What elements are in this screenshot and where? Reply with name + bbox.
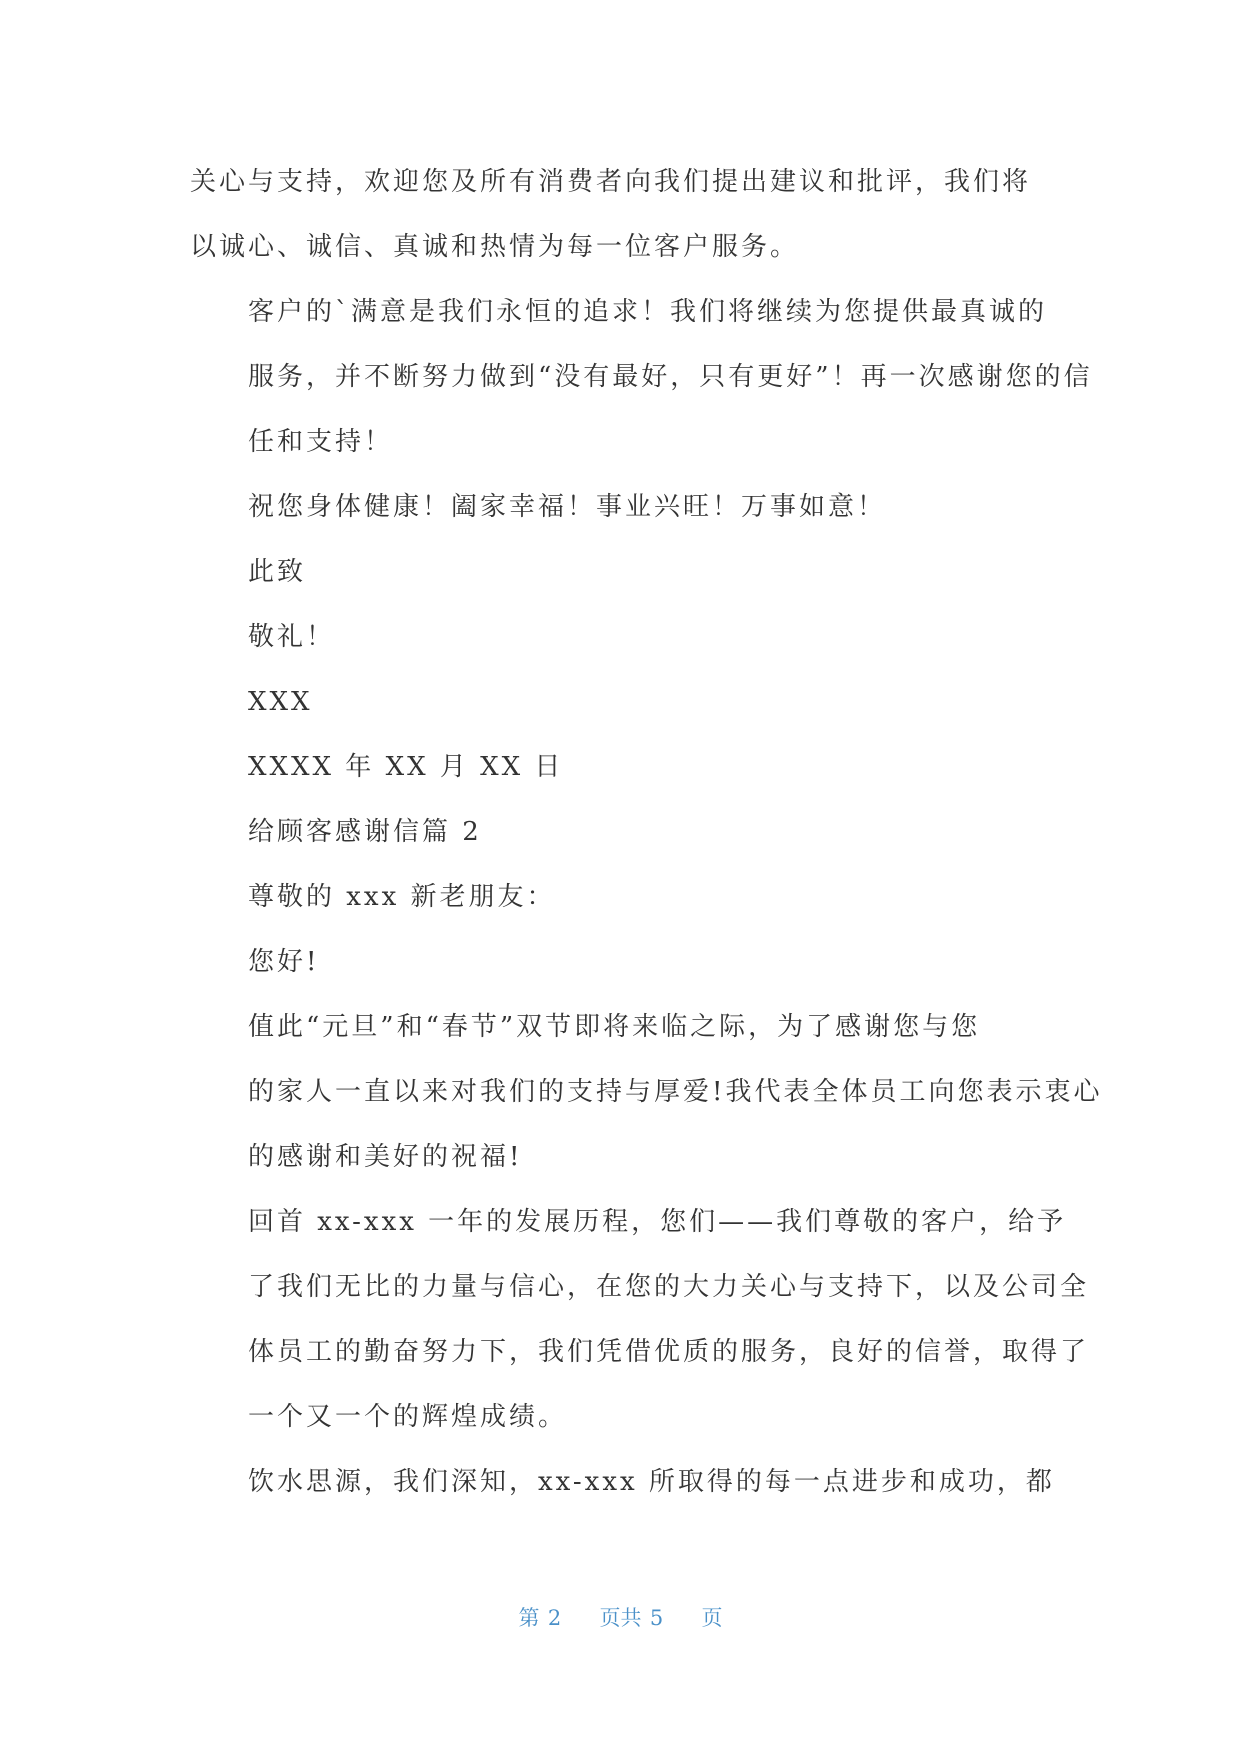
text-line: 您好!	[248, 947, 320, 977]
text-line: 任和支持！	[248, 427, 394, 457]
text-line: 敬礼！	[248, 622, 336, 652]
paragraph	[190, 670, 1055, 735]
footer-suffix: 页	[701, 1606, 723, 1630]
text-line: 祝您身体健康！阖家幸福！事业兴旺！万事如意！	[248, 492, 887, 522]
text-line: 了我们无比的力量与信心，在您的大力关心与支持下，以及公司全	[248, 1272, 1090, 1302]
text-line: 值此“元旦”和“春节”双节即将来临之际，为了感谢您与您	[248, 1012, 981, 1042]
footer-total-pages: 5	[649, 1606, 664, 1630]
text-line: 一个又一个的辉煌成绩。	[248, 1402, 568, 1432]
letter-body	[190, 150, 1103, 1515]
text-line: 给顾客感谢信篇 2	[248, 817, 482, 847]
text-line: 的感谢和美好的祝福!	[248, 1142, 523, 1172]
text-line: 客户的`满意是我们永恒的追求！我们将继续为您提供最真诚的	[248, 297, 1048, 327]
text-line: 以诚心、诚信、真诚和热情为每一位客户服务。	[190, 232, 800, 262]
paragraph	[190, 605, 1055, 670]
text-line: 的家人一直以来对我们的支持与厚爱!我代表全体员工向您表示衷心	[248, 1077, 1103, 1107]
text-line: 饮水思源，我们深知，xx-xxx 所取得的每一点进步和成功，都	[248, 1467, 1055, 1497]
paragraph	[190, 540, 1055, 605]
text-line: 体员工的勤奋努力下，我们凭借优质的服务，良好的信誉，取得了	[248, 1337, 1090, 1367]
text-line: 尊敬的 xxx 新老朋友：	[248, 882, 556, 912]
paragraph	[190, 995, 1103, 1190]
paragraph	[190, 475, 1055, 540]
text-line: XXX	[248, 687, 313, 717]
text-line: 此致	[248, 557, 307, 587]
paragraph	[190, 150, 1055, 280]
text-line: 回首 xx-xxx 一年的发展历程，您们——我们尊敬的客户，给予	[248, 1207, 1067, 1237]
footer-prefix: 第	[518, 1606, 540, 1630]
page-footer	[0, 1602, 1241, 1632]
text-line: 关心与支持，欢迎您及所有消费者向我们提出建议和批评，我们将	[190, 167, 1032, 197]
paragraph	[190, 735, 1055, 800]
paragraph	[190, 280, 1093, 475]
paragraph	[190, 1190, 1090, 1450]
paragraph	[190, 1450, 1055, 1515]
paragraph	[190, 800, 1055, 865]
paragraph	[190, 865, 1055, 930]
paragraph	[190, 930, 1055, 995]
footer-current-page: 2	[547, 1606, 562, 1630]
footer-middle: 页共	[599, 1606, 642, 1630]
text-line: 服务，并不断努力做到“没有最好，只有更好”！再一次感谢您的信	[248, 362, 1093, 392]
text-line: XXXX 年 XX 月 XX 日	[248, 752, 564, 782]
